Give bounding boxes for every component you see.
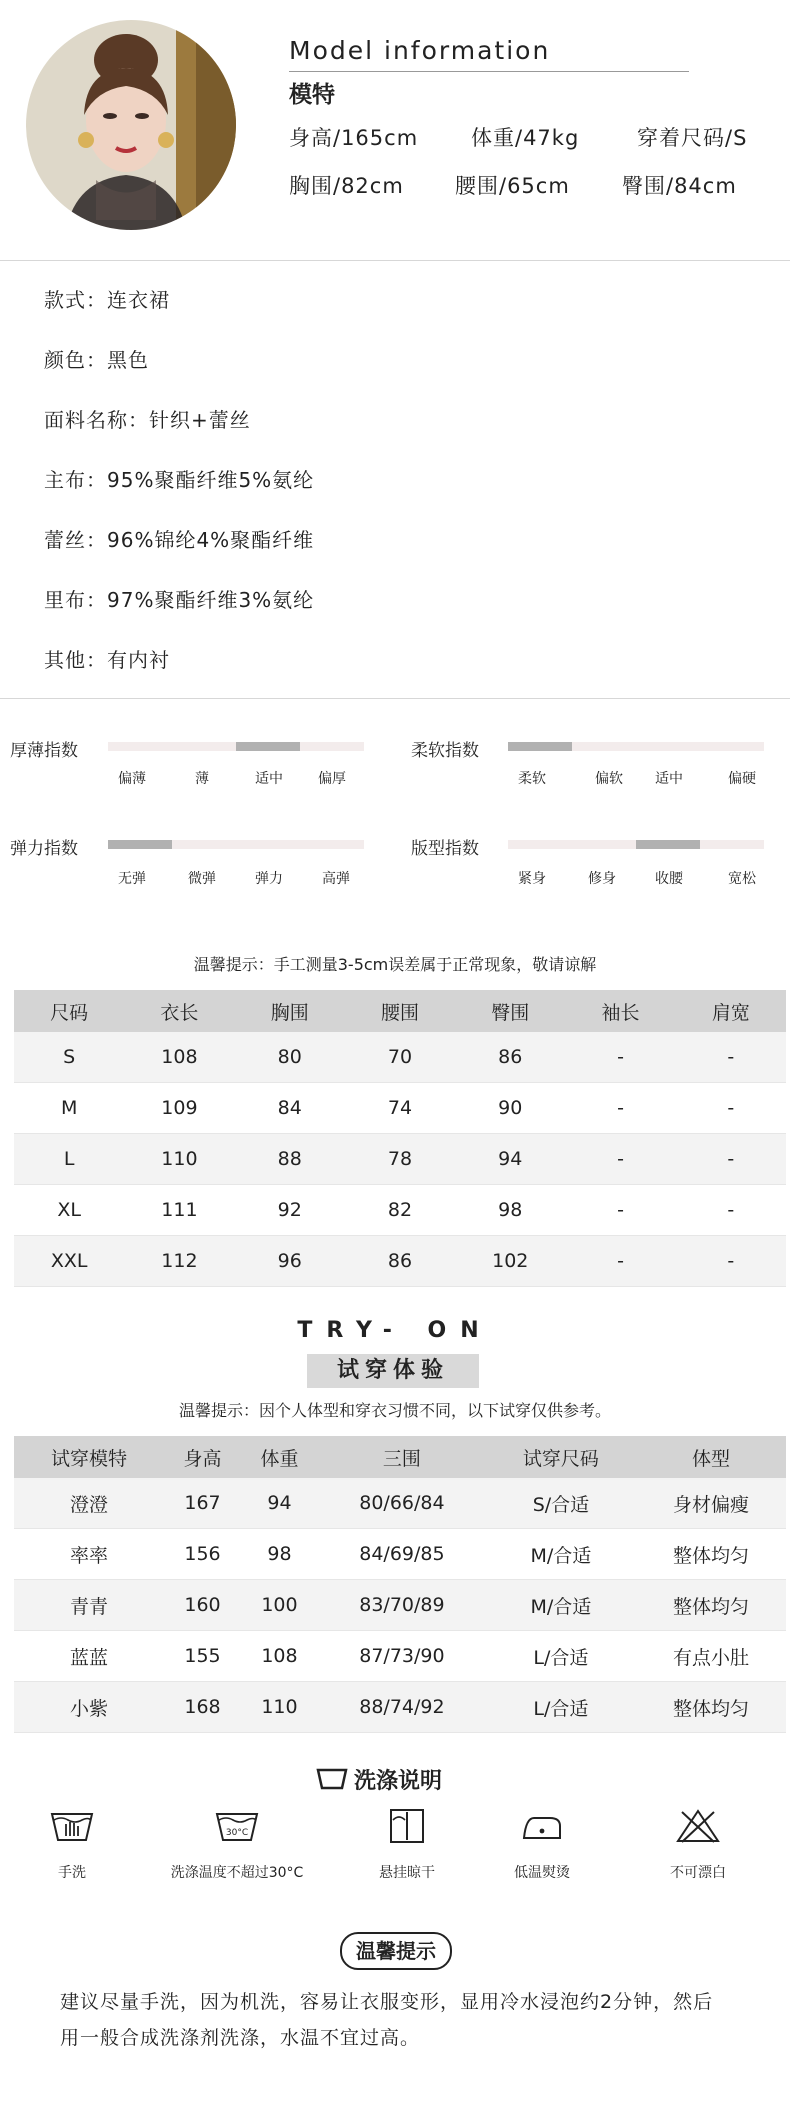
cell: 有点小肚 (636, 1631, 786, 1682)
softness-index-title: 柔软指数 (411, 741, 479, 761)
cell: M/合适 (486, 1529, 636, 1580)
cell: 74 (345, 1083, 455, 1134)
col-header: 胸围 (235, 990, 345, 1032)
table-row (14, 1236, 786, 1287)
col-header: 袖长 (565, 990, 675, 1032)
attr-style: 款式：连衣裙 (44, 288, 170, 312)
softness-tick: 柔软 (518, 771, 546, 787)
model-info-title: Model information (289, 36, 551, 65)
fit-level (636, 840, 700, 849)
model-weight: 体重/47kg (471, 126, 580, 150)
col-header: 衣长 (124, 990, 234, 1032)
cell: - (676, 1134, 786, 1185)
cell: 111 (124, 1185, 234, 1236)
cell: - (565, 1032, 675, 1083)
col-header: 体重 (241, 1436, 318, 1478)
tryon-note: 温馨提示：因个人体型和穿衣习惯不同，以下试穿仅供参考。 (178, 1401, 611, 1420)
cell: 86 (345, 1236, 455, 1287)
cell: 84 (235, 1083, 345, 1134)
col-header: 试穿尺码 (486, 1436, 636, 1478)
cell: 澄澄 (14, 1478, 164, 1529)
cell: XL (14, 1185, 124, 1236)
table-row (14, 1083, 786, 1134)
table-row (14, 1134, 786, 1185)
fit-tick: 修身 (588, 871, 616, 887)
cell: S (14, 1032, 124, 1083)
cell: - (676, 1083, 786, 1134)
cell: XXL (14, 1236, 124, 1287)
thickness-tick: 薄 (195, 771, 209, 787)
cell: 112 (124, 1236, 234, 1287)
col-header: 身高 (164, 1436, 241, 1478)
divider (0, 698, 790, 699)
model-hip: 臀围/84cm (622, 174, 737, 198)
thickness-tick: 偏薄 (118, 771, 146, 787)
cell: 90 (455, 1083, 565, 1134)
col-header: 腰围 (345, 990, 455, 1032)
cell: 108 (241, 1631, 318, 1682)
elasticity-level (108, 840, 172, 849)
washtub-icon (316, 1766, 348, 1792)
table-row (14, 1032, 786, 1083)
cell: 109 (124, 1083, 234, 1134)
elasticity-index-title: 弹力指数 (10, 839, 78, 859)
elasticity-tick: 无弹 (118, 871, 146, 887)
model-avatar (26, 20, 236, 230)
tips-line: 用一般合成洗涤剂洗涤，水温不宜过高。 (60, 2027, 421, 2049)
model-height: 身高/165cm (289, 126, 419, 150)
thickness-index-title: 厚薄指数 (10, 741, 78, 761)
attr-color: 颜色：黑色 (44, 348, 149, 372)
table-row (14, 1185, 786, 1236)
hang-dry-icon (389, 1808, 425, 1844)
wash-title: 洗涤说明 (354, 1769, 443, 1794)
cell: 小紫 (14, 1682, 164, 1733)
thickness-track (108, 742, 364, 751)
cell: L/合适 (486, 1682, 636, 1733)
cell: 87/73/90 (318, 1631, 486, 1682)
cell: 108 (124, 1032, 234, 1083)
cell: 78 (345, 1134, 455, 1185)
hand-wash-icon (50, 1808, 94, 1844)
tryon-table (14, 1436, 786, 1733)
tryon-subtitle: 试穿体验 (307, 1354, 479, 1388)
tips-title: 温馨提示 (340, 1932, 452, 1970)
fit-index-title: 版型指数 (411, 839, 479, 859)
cell: 94 (455, 1134, 565, 1185)
wash-label: 手洗 (58, 1865, 86, 1881)
divider (0, 260, 790, 261)
cell: 96 (235, 1236, 345, 1287)
cell: - (676, 1236, 786, 1287)
cell: 110 (124, 1134, 234, 1185)
table-row (14, 1478, 786, 1529)
cell: 160 (164, 1580, 241, 1631)
cell: 率率 (14, 1529, 164, 1580)
cell: 88/74/92 (318, 1682, 486, 1733)
attr-lining: 里布：97%聚酯纤维3%氨纶 (44, 588, 315, 612)
cell: M/合适 (486, 1580, 636, 1631)
cell: 青青 (14, 1580, 164, 1631)
softness-track (508, 742, 764, 751)
wash-label: 洗涤温度不超过30°C (170, 1865, 304, 1881)
cell: 80 (235, 1032, 345, 1083)
size-table-header (14, 990, 786, 1032)
cell: S/合适 (486, 1478, 636, 1529)
table-row (14, 1631, 786, 1682)
elasticity-tick: 弹力 (255, 871, 283, 887)
table-row (14, 1682, 786, 1733)
cell: 整体均匀 (636, 1682, 786, 1733)
table-row (14, 1529, 786, 1580)
col-header: 体型 (636, 1436, 786, 1478)
cell: 整体均匀 (636, 1580, 786, 1631)
cell: 94 (241, 1478, 318, 1529)
no-bleach-icon (676, 1808, 720, 1844)
col-header: 三围 (318, 1436, 486, 1478)
cell: 92 (235, 1185, 345, 1236)
cell: 102 (455, 1236, 565, 1287)
cell: 155 (164, 1631, 241, 1682)
cell: - (565, 1134, 675, 1185)
softness-tick: 偏软 (595, 771, 623, 787)
cell: L (14, 1134, 124, 1185)
model-waist: 腰围/65cm (455, 174, 570, 198)
col-header: 试穿模特 (14, 1436, 164, 1478)
cell: 蓝蓝 (14, 1631, 164, 1682)
attr-other: 其他：有内衬 (44, 648, 170, 672)
wash-temp-label: 30°C (225, 1828, 249, 1838)
model-size: 穿着尺码/S (637, 126, 748, 150)
cell: - (565, 1083, 675, 1134)
low-iron-icon (520, 1808, 564, 1844)
model-bust: 胸围/82cm (289, 174, 404, 198)
fit-track (508, 840, 764, 849)
table-row (14, 1580, 786, 1631)
softness-level (508, 742, 572, 751)
elasticity-tick: 高弹 (322, 871, 350, 887)
cell: - (565, 1236, 675, 1287)
cell: 86 (455, 1032, 565, 1083)
fit-tick: 紧身 (518, 871, 546, 887)
cell: 168 (164, 1682, 241, 1733)
wash-label: 不可漂白 (670, 1865, 726, 1881)
size-table (14, 990, 786, 1287)
cell: 88 (235, 1134, 345, 1185)
softness-tick: 偏硬 (728, 771, 756, 787)
wash-label: 低温熨烫 (514, 1865, 570, 1881)
elasticity-tick: 微弹 (188, 871, 216, 887)
cell: 整体均匀 (636, 1529, 786, 1580)
tryon-table-header (14, 1436, 786, 1478)
cell: 身材偏瘦 (636, 1478, 786, 1529)
col-header: 尺码 (14, 990, 124, 1032)
attr-lace: 蕾丝：96%锦纶4%聚酯纤维 (44, 528, 315, 552)
cell: L/合适 (486, 1631, 636, 1682)
attr-main-fabric: 主布：95%聚酯纤维5%氨纶 (44, 468, 315, 492)
col-header: 肩宽 (676, 990, 786, 1032)
cell: 98 (455, 1185, 565, 1236)
cell: 100 (241, 1580, 318, 1631)
cell: - (676, 1032, 786, 1083)
wash-label: 悬挂晾干 (379, 1865, 435, 1881)
thickness-level (236, 742, 300, 751)
cell: 80/66/84 (318, 1478, 486, 1529)
softness-tick: 适中 (655, 771, 683, 787)
thickness-tick: 适中 (255, 771, 283, 787)
title-underline (289, 71, 689, 72)
col-header: 臀围 (455, 990, 565, 1032)
fit-tick: 收腰 (655, 871, 683, 887)
cell: 84/69/85 (318, 1529, 486, 1580)
cell: 110 (241, 1682, 318, 1733)
cell: - (565, 1185, 675, 1236)
cell: 98 (241, 1529, 318, 1580)
tryon-title: TRY- ON (297, 1318, 493, 1343)
tips-line: 建议尽量手洗，因为机洗，容易让衣服变形，显用冷水浸泡约2分钟，然后 (60, 1991, 714, 2013)
cell: 167 (164, 1478, 241, 1529)
cell: 83/70/89 (318, 1580, 486, 1631)
fit-tick: 宽松 (728, 871, 756, 887)
elasticity-track (108, 840, 364, 849)
thickness-tick: 偏厚 (318, 771, 346, 787)
size-note: 温馨提示：手工测量3-5cm误差属于正常现象，敬请谅解 (193, 955, 597, 974)
model-subtitle: 模特 (289, 82, 335, 108)
cell: - (676, 1185, 786, 1236)
cell: 70 (345, 1032, 455, 1083)
attr-fabric: 面料名称：针织+蕾丝 (44, 408, 251, 432)
wash-30-icon (215, 1808, 259, 1844)
cell: 82 (345, 1185, 455, 1236)
cell: M (14, 1083, 124, 1134)
cell: 156 (164, 1529, 241, 1580)
